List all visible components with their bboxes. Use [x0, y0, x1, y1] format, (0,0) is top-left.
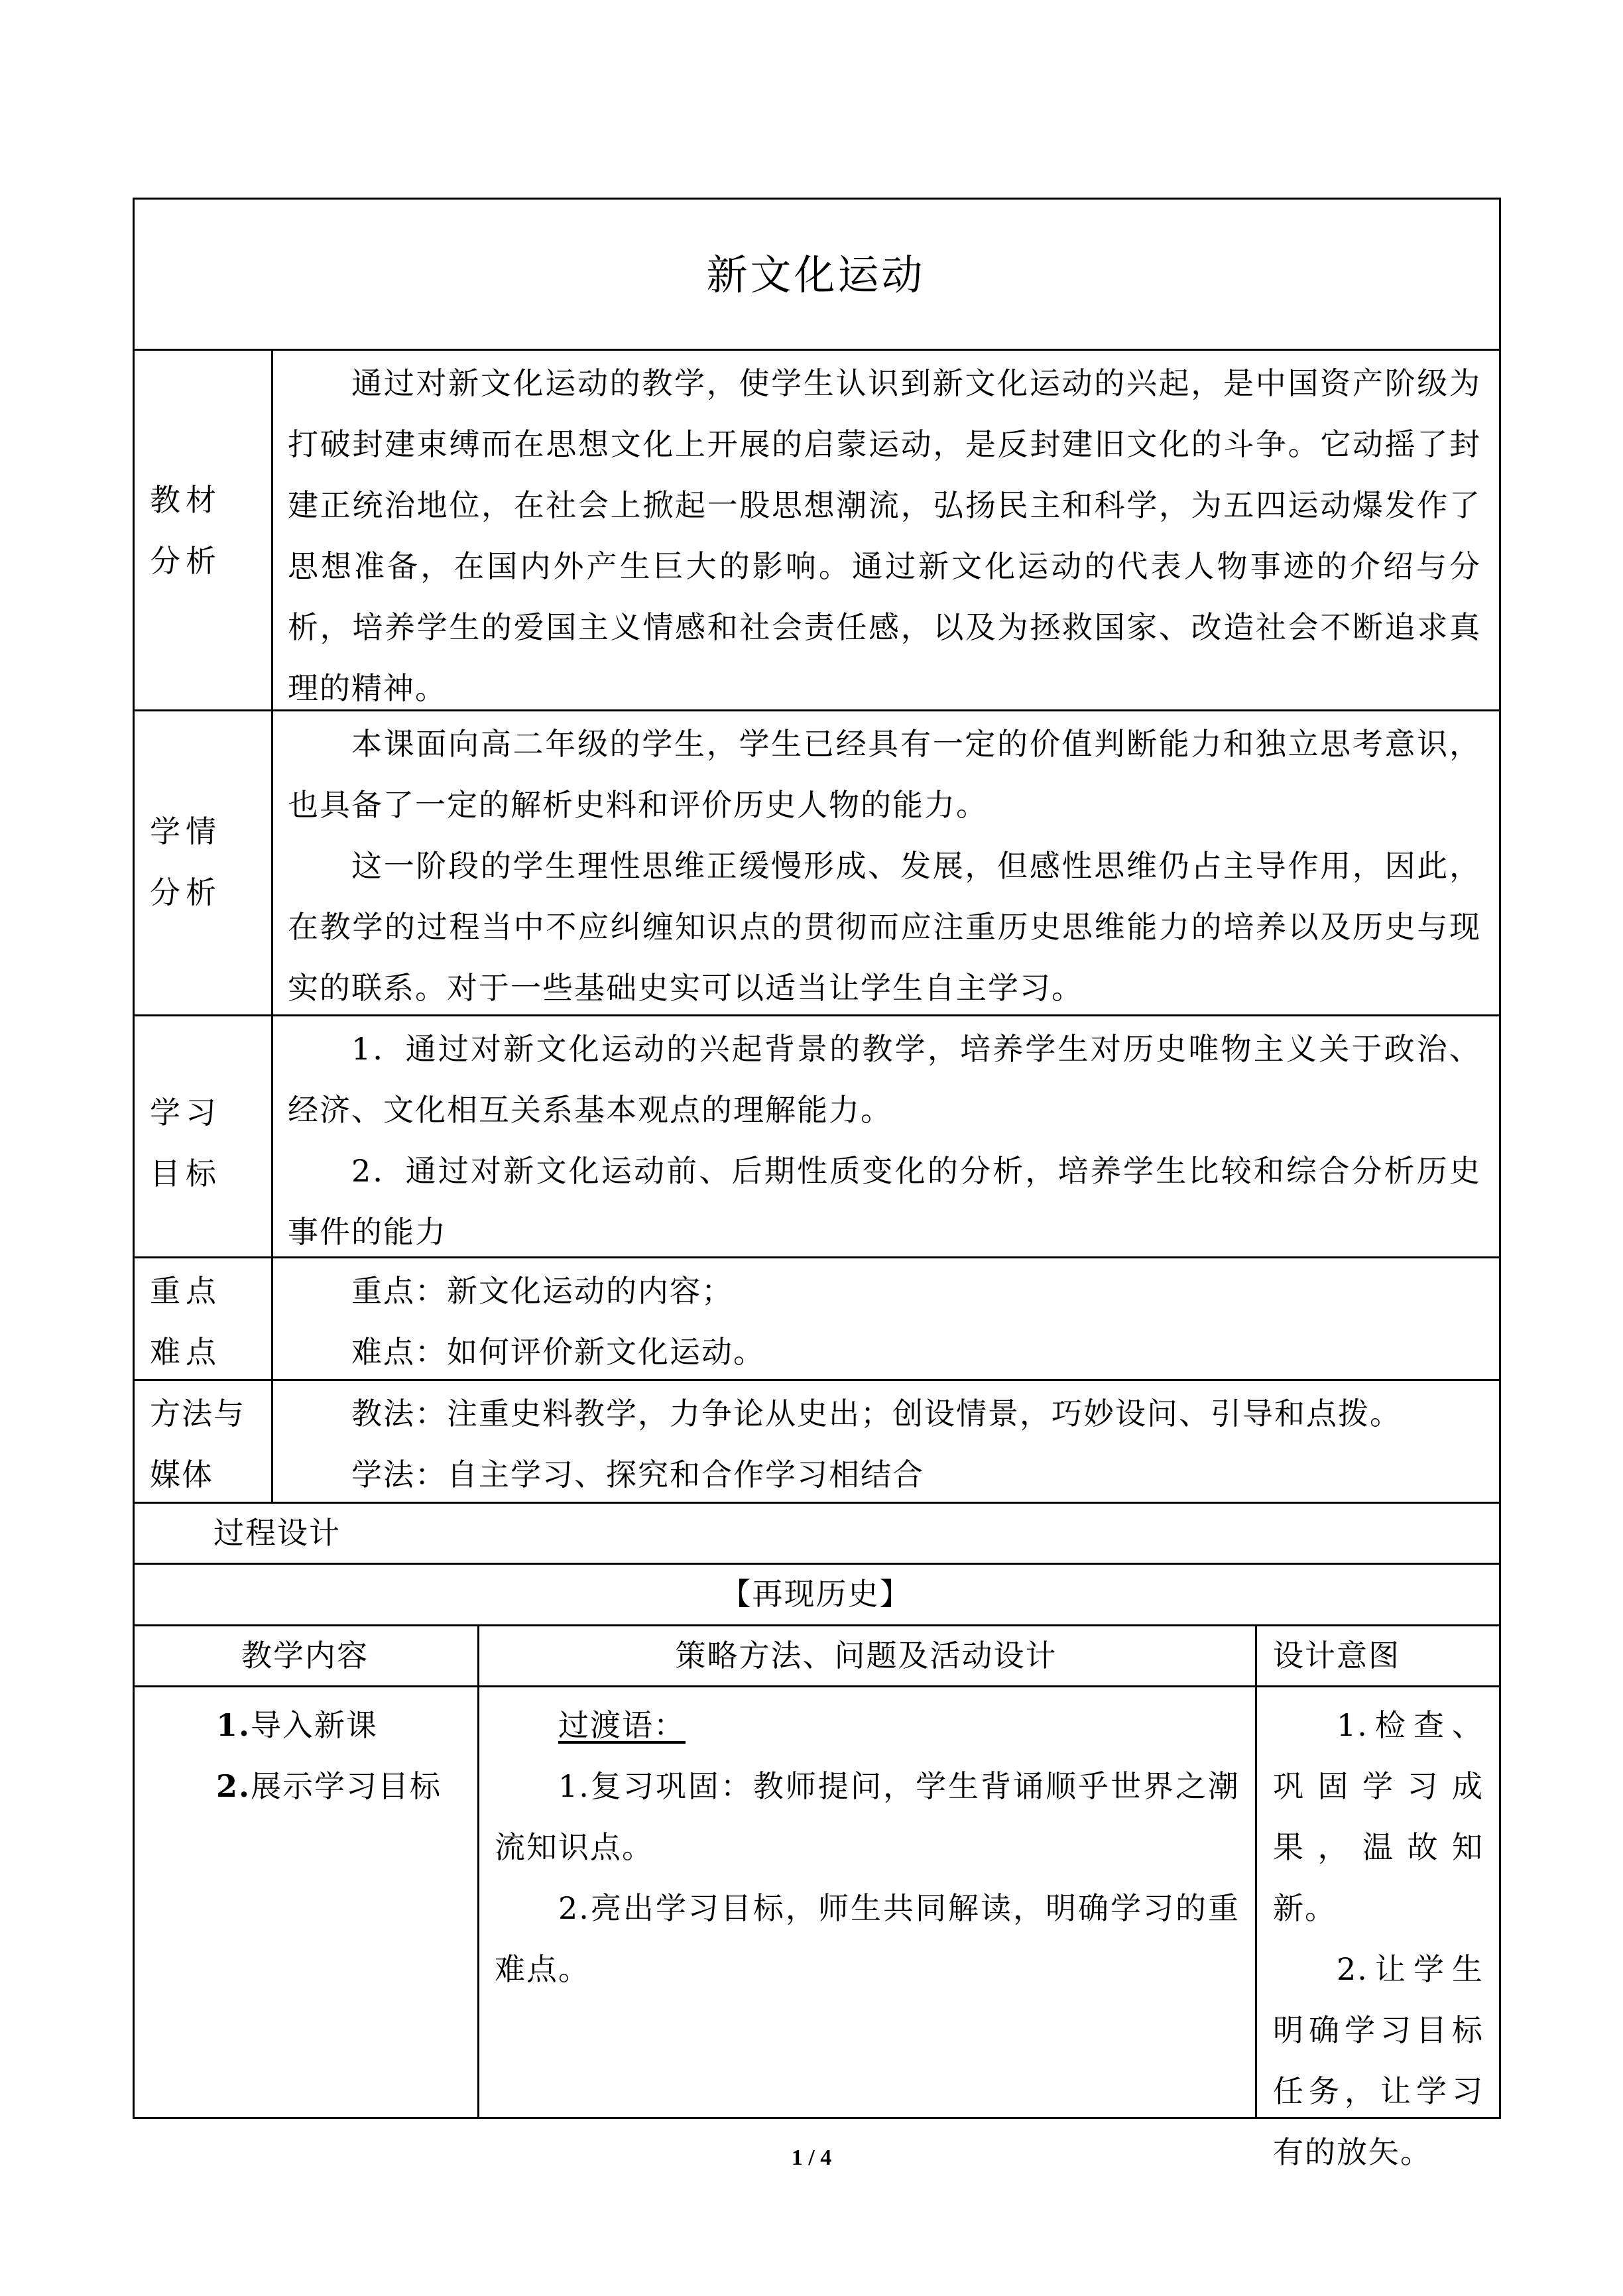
label-methods: 方法与 媒体	[150, 1396, 245, 1492]
content-item-2	[216, 1756, 442, 1817]
table-border-left	[133, 198, 135, 2119]
content-item-number: 1.	[216, 1707, 251, 1743]
content-column-divider	[477, 1624, 479, 2119]
page-title: 新文化运动	[706, 251, 926, 299]
process-design-label: 过程设计	[213, 1515, 341, 1551]
table-border-right	[1499, 198, 1501, 2119]
strategy-text: 过渡语： 1.复习巩固：教师提问，学生背诵顺乎世界之潮流知识点。 2.亮出学习目标，师生共同解读，明确学习的重难点。	[495, 1707, 1240, 1987]
content-item-text: 导入新课	[251, 1707, 379, 1743]
intent-column-divider	[1255, 1624, 1257, 2119]
material-analysis-text: 通过对新文化运动的教学，使学生认识到新文化运动的兴起，是中国资产阶级为打破封建束缚而在思想文化上开展的启蒙运动，是反封建旧文化的斗争。它动摇了封建正统治地位，在社会上掀起一股思想潮流，弘扬民主和科学，为五四运动爆发作了思想准备，在国内外产生巨大的影响。通过新文化运动的代表人物事迹的介绍与分析，培养学生的爱国主义情感和社会责任感，以及为拯救国家、改造社会不断追求真理的精神。	[288, 365, 1481, 706]
label-column-divider	[271, 349, 273, 1504]
row-divider-title	[133, 349, 1501, 351]
stage-title: 【再现历史】	[720, 1576, 912, 1612]
column-header-intent: 设计意图	[1273, 1638, 1400, 1673]
column-header-strategy: 策略方法、问题及活动设计	[675, 1638, 1057, 1673]
student-analysis-text: 本课面向高二年级的学生，学生已经具有一定的价值判断能力和独立思考意识，也具备了一定的解析史料和评价历史人物的能力。 这一阶段的学生理性思维正缓慢形成、发展，但感性思维仍占主导作用，因此，在教学的过程当中不应纠缠知识点的贯彻而应注重历史思维能力的培养以及历史与现实的联系。对于一些基础史实可以适当让学生自主学习。	[288, 726, 1481, 1006]
column-header-content: 教学内容	[241, 1638, 369, 1673]
table-border-top	[133, 198, 1501, 200]
label-key-points: 重点 难点	[150, 1273, 221, 1370]
key-points-text: 重点：新文化运动的内容； 难点：如何评价新文化运动。	[351, 1273, 765, 1370]
intent-text: 1.检查、巩固学习成果，温故知新。 2.让学生明确学习目标任务，让学习有的放矢。	[1273, 1707, 1484, 2170]
content-item-text: 展示学习目标	[251, 1768, 442, 1804]
label-students: 学情 分析	[150, 814, 221, 910]
label-goals: 学习 目标	[150, 1095, 221, 1191]
methods-text: 教法：注重史料教学，力争论从史出；创设情景，巧妙设问、引导和点拨。 学法：自主学习、探究和合作学习相结合	[351, 1396, 1402, 1492]
page-number: 1 / 4	[791, 2145, 832, 2170]
label-material: 教材 分析	[150, 482, 221, 579]
transition-heading: 过渡语：	[558, 1707, 686, 1743]
content-item-1	[216, 1695, 378, 1756]
content-item-number: 2.	[216, 1768, 251, 1804]
learning-goals-text: 1．通过对新文化运动的兴起背景的教学，培养学生对历史唯物主义关于政治、经济、文化相互关系基本观点的理解能力。 2．通过对新文化运动前、后期性质变化的分析，培养学生比较和综合分析历史事件的能力	[288, 1031, 1481, 1250]
